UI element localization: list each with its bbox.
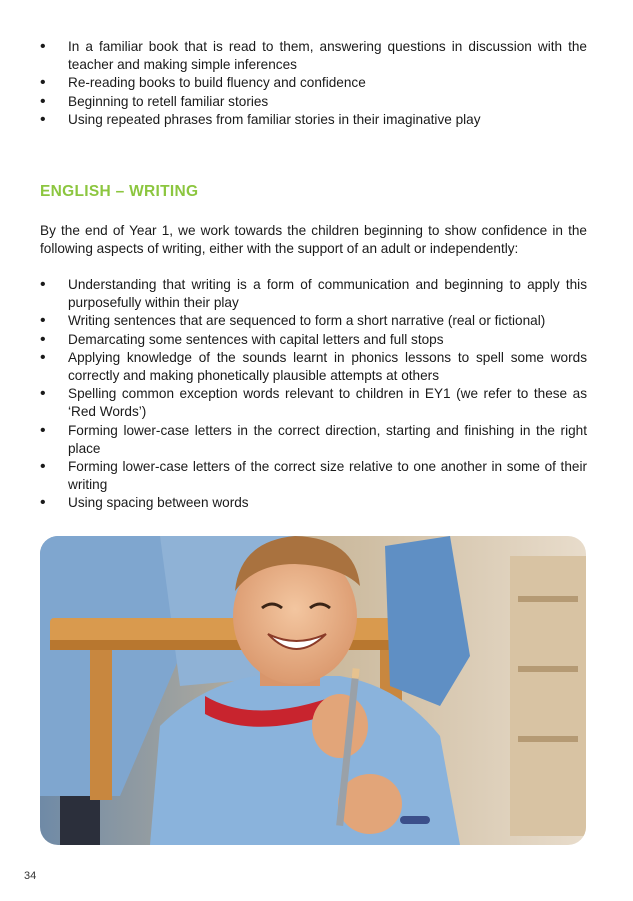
list-item: • Forming lower-case letters in the correct direction, starting and finishing in the right place bbox=[40, 422, 587, 458]
intro-paragraph: By the end of Year 1, we work towards the children beginning to show confidence in the following aspects of writing, either with the support of an adult or independently: bbox=[40, 223, 587, 257]
list-item: • Applying knowledge of the sounds learnt in phonics lessons to spell some words correctly and making phonetically plausible attempts at others bbox=[40, 349, 587, 385]
classroom-photo bbox=[40, 536, 586, 845]
list-item: • Forming lower-case letters of the correct size relative to one another in some of their writing bbox=[40, 458, 587, 494]
list-item: • Beginning to retell familiar stories bbox=[40, 93, 587, 111]
section-heading: ENGLISH – WRITING bbox=[40, 183, 199, 200]
list-item: • In a familiar book that is read to them, answering questions in discussion with the teacher and making simple inferences bbox=[40, 38, 587, 74]
smiling-boy-with-pencil-icon bbox=[40, 536, 586, 845]
list-item: • Using repeated phrases from familiar stories in their imaginative play bbox=[40, 111, 587, 129]
page-number: 34 bbox=[24, 870, 37, 882]
list-item: • Using spacing between words bbox=[40, 494, 587, 512]
list-item: • Re-reading books to build fluency and confidence bbox=[40, 74, 587, 92]
reading-list bbox=[40, 38, 587, 129]
writing-list bbox=[40, 276, 587, 513]
list-item: • Understanding that writing is a form of communication and beginning to apply this purposefully within their play bbox=[40, 276, 587, 312]
list-item: • Demarcating some sentences with capital letters and full stops bbox=[40, 331, 587, 349]
list-item: • Spelling common exception words relevant to children in EY1 (we refer to these as ‘Red Words’) bbox=[40, 385, 587, 421]
list-item: • Writing sentences that are sequenced to form a short narrative (real or fictional) bbox=[40, 312, 587, 330]
